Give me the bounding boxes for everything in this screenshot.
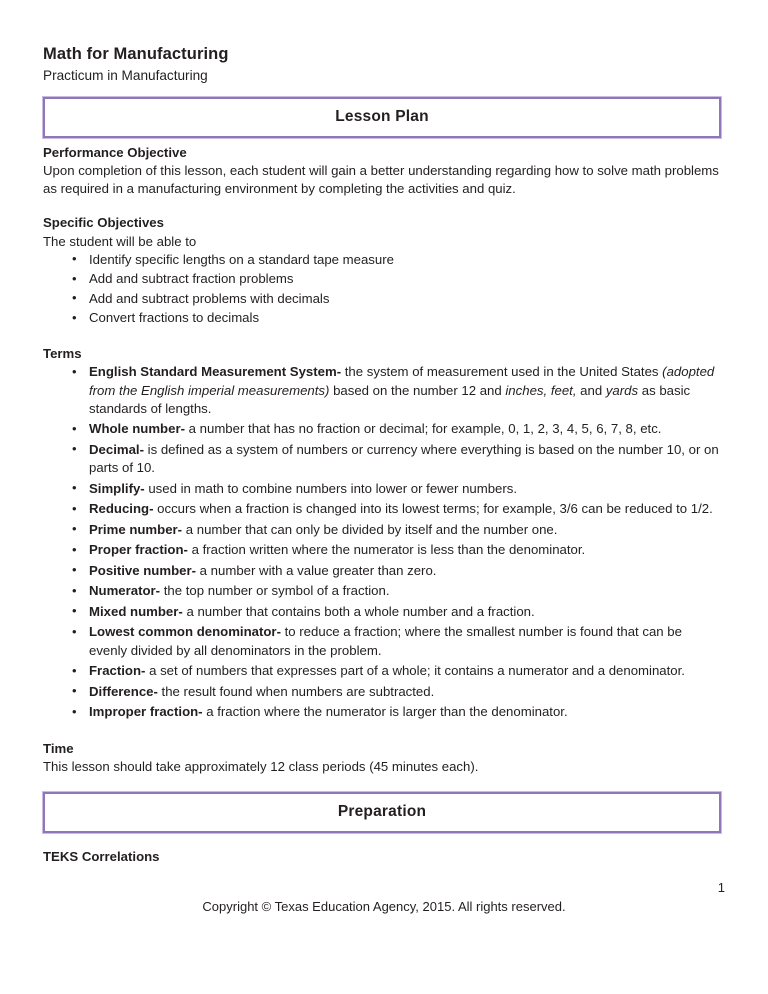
time-body: This lesson should take approximately 12 class periods (45 minutes each).	[43, 758, 479, 774]
term-label: Whole number-	[89, 421, 185, 437]
term-item-whole-number	[43, 420, 721, 438]
term-label: Numerator-	[89, 583, 161, 599]
preparation-banner-label: Preparation	[337, 803, 427, 821]
term-label: Positive number-	[89, 562, 196, 578]
term-definition: the result found when numbers are subtracted.	[157, 683, 435, 699]
term-label: Fraction-	[89, 663, 146, 679]
footer-copyright: Copyright © Texas Education Agency, 2015. All rights reserved.	[202, 899, 566, 914]
term-definition: a number with a value greater than zero.	[196, 562, 437, 578]
term-item-fraction	[43, 662, 721, 680]
lesson-plan-banner-label: Lesson Plan	[335, 107, 429, 125]
term-definition: a number that has no fraction or decimal; for example, 0, 1, 2, 3, 4, 5, 6, 7, 8, etc.	[184, 421, 662, 437]
page-title: Math for Manufacturing	[43, 45, 229, 63]
page-subtitle: Practicum in Manufacturing	[43, 68, 208, 84]
spacer	[43, 839, 721, 848]
term-label: Prime number-	[89, 521, 183, 537]
terms-heading: Terms	[43, 345, 82, 361]
time-heading: Time	[43, 740, 74, 756]
term-definition-italic: yards	[605, 382, 639, 398]
term-item-english-standard-measurement-system	[43, 363, 721, 418]
term-item-decimal	[43, 441, 721, 478]
term-label: Reducing-	[89, 501, 154, 517]
document-content	[43, 44, 721, 866]
term-item-positive-number	[43, 562, 721, 580]
term-definition: a number that can only be divided by itself and the number one.	[182, 521, 558, 537]
term-definition-part: as basic standards of lengths.	[89, 382, 691, 416]
term-item-simplify	[43, 480, 721, 498]
term-label: English Standard Measurement System-	[89, 364, 342, 380]
term-definition: a fraction where the numerator is larger than the denominator.	[202, 704, 568, 720]
term-item-prime-number	[43, 521, 721, 539]
specific-objectives-lead-in: The student will be able to	[43, 233, 197, 249]
term-definition: occurs when a fraction is changed into its lowest terms; for example, 3/6 can be reduced to 1/2.	[153, 501, 713, 517]
specific-objectives-heading: Specific Objectives	[43, 215, 164, 231]
preparation-banner	[43, 792, 721, 833]
term-definition-part: based on the number 12 and	[329, 382, 506, 398]
spacer	[43, 198, 721, 214]
performance-objective-body: Upon completion of this lesson, each student will gain a better understanding regarding how to solve math problems as required in a manufacturing environment by completing the activities and quiz.	[43, 163, 719, 197]
lesson-plan-banner	[43, 97, 721, 138]
performance-objective-heading: Performance Objective	[43, 144, 187, 160]
term-definition: is defined as a system of numbers or currency where everything is based on the number 10, or on parts of 10.	[89, 441, 719, 476]
spacer	[43, 329, 721, 345]
list-item: • Convert fractions to decimals	[43, 309, 721, 327]
term-item-reducing	[43, 500, 721, 518]
term-definition-italic: inches, feet,	[505, 382, 577, 398]
term-label: Simplify-	[89, 480, 145, 496]
term-definition-part: the system of measurement used in the United States	[341, 364, 663, 380]
teks-correlations-heading: TEKS Correlations	[43, 849, 160, 865]
term-label: Decimal-	[89, 441, 144, 457]
term-item-difference	[43, 683, 721, 701]
term-definition: a fraction written where the numerator is less than the denominator.	[187, 542, 586, 558]
list-item: • Add and subtract problems with decimals	[43, 290, 721, 308]
spacer	[43, 724, 721, 740]
spacer	[43, 776, 721, 792]
term-definition: a number that contains both a whole number and a fraction.	[182, 603, 535, 619]
term-item-proper-fraction	[43, 541, 721, 559]
term-definition: a set of numbers that expresses part of a whole; it contains a numerator and a denominator.	[145, 663, 685, 679]
term-label: Difference-	[89, 683, 158, 699]
term-item-numerator	[43, 582, 721, 600]
term-definition: used in math to combine numbers into lower or fewer numbers.	[144, 480, 518, 496]
list-item: • Add and subtract fraction problems	[43, 270, 721, 288]
page-number: 1	[717, 880, 725, 895]
terms-list	[43, 363, 721, 722]
term-item-improper-fraction	[43, 703, 721, 721]
term-definition-part: and	[576, 382, 606, 398]
term-definition: to reduce a fraction; where the smallest number is found that can be evenly divided by all denominators in the problem.	[89, 624, 682, 658]
term-definition: the top number or symbol of a fraction.	[160, 583, 390, 599]
term-definition-italic: (adopted from the English imperial measurements)	[89, 364, 715, 398]
term-item-lowest-common-denominator	[43, 623, 721, 660]
term-item-mixed-number	[43, 603, 721, 621]
term-label: Improper fraction-	[89, 704, 203, 720]
term-label: Proper fraction-	[89, 542, 188, 558]
term-label: Lowest common denominator-	[89, 624, 281, 640]
specific-objectives-list	[43, 251, 721, 328]
term-label: Mixed number-	[89, 603, 183, 619]
list-item: • Identify specific lengths on a standard tape measure	[43, 251, 721, 269]
